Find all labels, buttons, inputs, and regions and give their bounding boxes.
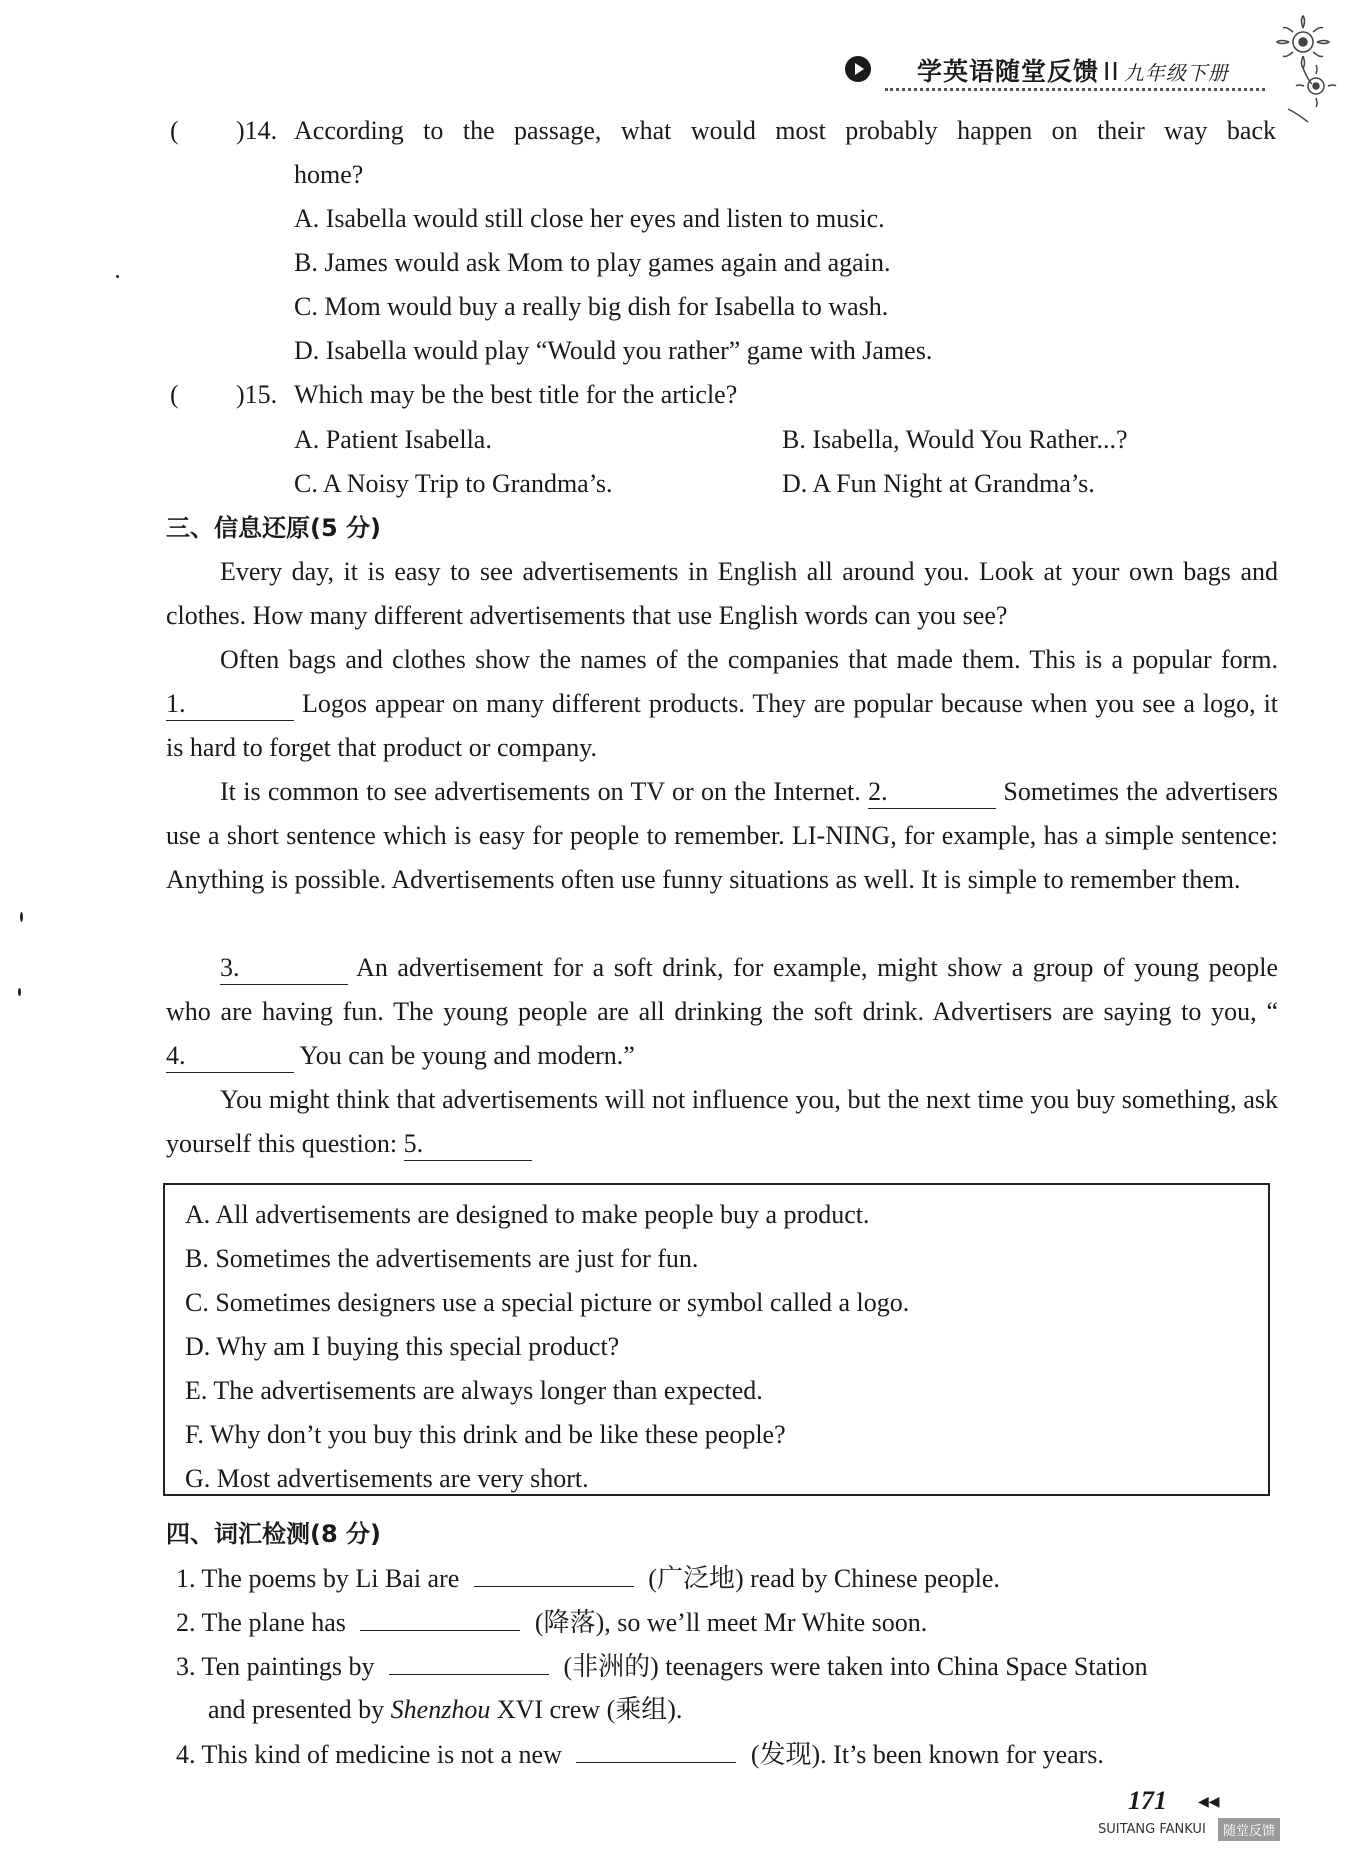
question-14-option-c: C. Mom would buy a really big dish for Isabella to wash. [294, 292, 889, 321]
vocab-item-3: 3. Ten paintings by (非洲的) teenagers were taken into China Space Station [176, 1644, 1148, 1689]
section-3-paragraph-4: 3. An advertisement for a soft drink, for example, might show a group of young people who are having fun. The young people are all drinking the soft drink. Advertisers are saying to you, “4. You can be young and modern.” [166, 946, 1278, 1078]
blank-2[interactable]: 2. [868, 778, 996, 809]
blank-4[interactable]: 4. [166, 1042, 294, 1073]
question-number-14: )14. [236, 116, 278, 145]
section-3-paragraph-2: Often bags and clothes show the names of the companies that made them. This is a popular form. 1. Logos appear on many different products. They are popular because when you see a logo, it is hard to forget that product or company. [166, 645, 1279, 762]
vocab-blank-2[interactable] [360, 1600, 520, 1631]
question-15-option-b: B. Isabella, Would You Rather...? [782, 425, 1128, 454]
question-15-stem: Which may be the best title for the article? [294, 380, 738, 409]
vocab-item-4: 4. This kind of medicine is not a new (发现). It’s been known for years. [176, 1732, 1104, 1777]
footer-label: SUITANG FANKUI [1098, 1822, 1206, 1837]
blank-1[interactable]: 1. [166, 690, 294, 721]
flower-decoration-icon [1268, 14, 1338, 124]
scan-speck [116, 275, 119, 278]
header-title: 学英语随堂反馈 II 九年级下册 [917, 57, 1229, 86]
vocab-item-3-cont: and presented by Shenzhou XVI crew (乘组). [208, 1695, 683, 1724]
question-14-stem-cont: home? [294, 160, 364, 189]
page-header [845, 48, 1265, 98]
page-footer [1098, 1786, 1300, 1844]
option-a: A. All advertisements are designed to make people buy a product. [185, 1200, 870, 1229]
option-d: D. Why am I buying this special product? [185, 1332, 620, 1361]
page-number: 171 [1128, 1786, 1167, 1815]
play-icon [845, 56, 871, 82]
question-14-option-b: B. James would ask Mom to play games again and again. [294, 248, 891, 277]
vocab-item-2: 2. The plane has (降落), so we’ll meet Mr White soon. [176, 1600, 927, 1645]
section-3-paragraph-5: You might think that advertisements will not influence you, but the next time you buy something, ask yourself this question: 5. [166, 1078, 1278, 1166]
question-15-option-c: C. A Noisy Trip to Grandma’s. [294, 469, 613, 498]
question-15-option-d: D. A Fun Night at Grandma’s. [782, 469, 1095, 498]
question-14-option-d: D. Isabella would play “Would you rather” game with James. [294, 336, 933, 365]
answer-paren-15: ( [170, 380, 179, 409]
option-c: C. Sometimes designers use a special picture or symbol called a logo. [185, 1288, 910, 1317]
blank-5[interactable]: 5. [404, 1130, 532, 1161]
question-14-stem: According to the passage, what would most probably happen on their way back [294, 116, 1276, 145]
section-4-title: 四、词汇检测(8 分) [166, 1520, 381, 1548]
option-b: B. Sometimes the advertisements are just for fun. [185, 1244, 699, 1273]
scan-speck [18, 988, 21, 996]
section-3-title: 三、信息还原(5 分) [166, 514, 381, 542]
footer-tag: 随堂反馈 [1218, 1818, 1280, 1841]
section-3-paragraph-3: It is common to see advertisements on TV or on the Internet. 2. Sometimes the advertisers use a short sentence which is easy for people to remember. LI-NING, for example, has a simple sentence: Anything is possible. Advertisements often use funny situations as well. It is simple to remember them. [166, 777, 1279, 894]
vocab-blank-1[interactable] [474, 1556, 634, 1587]
vocab-blank-3[interactable] [389, 1644, 549, 1675]
section-3-paragraph-1: Every day, it is easy to see advertisements in English all around you. Look at your own bags and clothes. How many different advertisements that use English words can you see? [166, 557, 1278, 630]
options-box [163, 1183, 1270, 1496]
vocab-item-1: 1. The poems by Li Bai are (广泛地) read by Chinese people. [176, 1556, 1000, 1601]
option-f: F. Why don’t you buy this drink and be like these people? [185, 1420, 786, 1449]
option-e: E. The advertisements are always longer than expected. [185, 1376, 763, 1405]
double-arrow-left-icon: ◀◀ [1198, 1794, 1220, 1810]
question-14-option-a: A. Isabella would still close her eyes and listen to music. [294, 204, 885, 233]
scan-speck [20, 912, 23, 922]
header-dotted-rule [885, 88, 1265, 91]
vocab-blank-4[interactable] [576, 1732, 736, 1763]
question-15-option-a: A. Patient Isabella. [294, 425, 492, 454]
option-g: G. Most advertisements are very short. [185, 1464, 589, 1493]
answer-paren-14: ( [170, 116, 179, 145]
question-number-15: )15. [236, 380, 278, 409]
blank-3[interactable]: 3. [220, 954, 348, 985]
